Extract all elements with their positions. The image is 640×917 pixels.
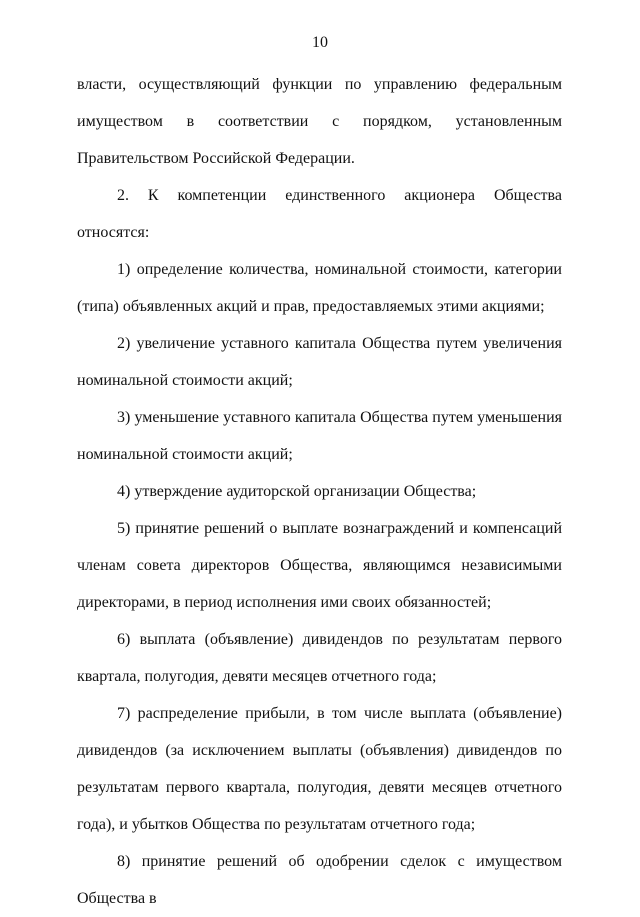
list-item-7: 7) распределение прибыли, в том числе выплата (объявление) дивидендов (за исключением выплаты (объявления) дивидендов по результатам первого квартала, полугодия, девяти месяцев отчетного года), и убытков Общества по результатам отчетного года;	[77, 705, 562, 833]
document-body	[77, 66, 562, 917]
page-number: 10	[312, 34, 328, 51]
list-item-4: 4) утверждение аудиторской организации Общества;	[117, 483, 477, 500]
paragraph-continuation: власти, осуществляющий функции по управлению федеральным имуществом в соответствии с порядком, установленным Правительством Российской Федерации.	[77, 76, 562, 167]
list-item-1: 1) определение количества, номинальной стоимости, категории (типа) объявленных акций и прав, предоставляемых этими акциями;	[77, 261, 562, 315]
list-item-2: 2) увеличение уставного капитала Общества путем увеличения номинальной стоимости акций;	[77, 335, 562, 389]
list-item-5: 5) принятие решений о выплате вознаграждений и компенсаций членам совета директоров Общества, являющимся независимыми директорами, в период исполнения ими своих обязанностей;	[77, 520, 562, 611]
list-item-3: 3) уменьшение уставного капитала Общества путем уменьшения номинальной стоимости акций;	[77, 409, 562, 463]
list-item-8: 8) принятие решений об одобрении сделок с имуществом Общества в	[77, 853, 562, 907]
list-item-6: 6) выплата (объявление) дивидендов по результатам первого квартала, полугодия, девяти месяцев отчетного года;	[77, 631, 562, 685]
paragraph-clause-2: 2. К компетенции единственного акционера Общества относятся:	[77, 187, 562, 241]
